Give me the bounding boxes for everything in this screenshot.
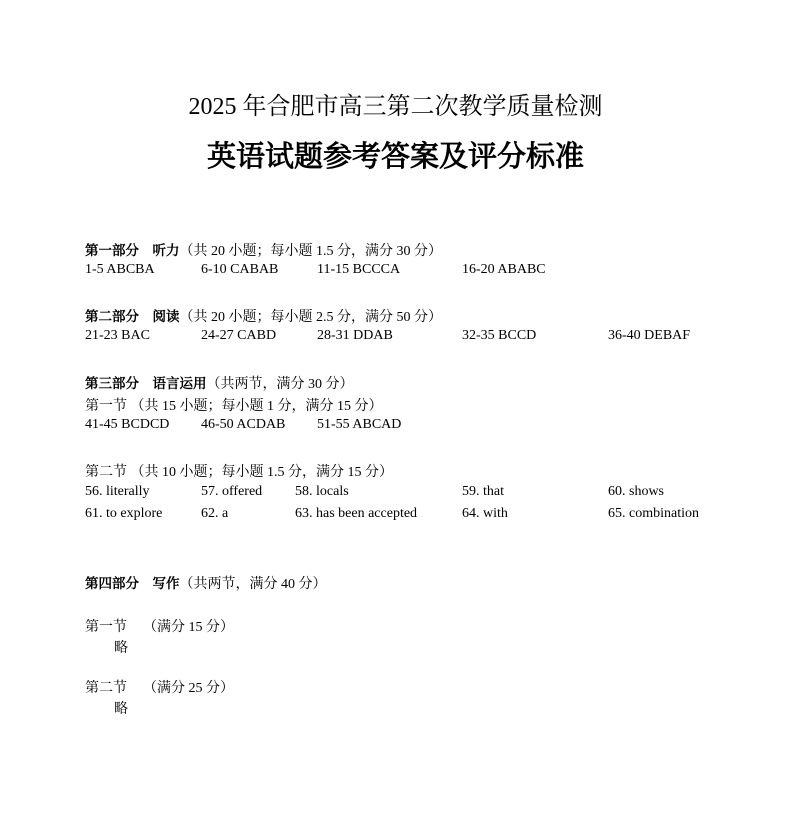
answer-item: 16-20 ABABC bbox=[462, 262, 546, 277]
answer-item: 58. locals bbox=[295, 484, 349, 499]
answer-item: 21-23 BAC bbox=[85, 328, 150, 343]
part2-label: 第二部分 阅读 bbox=[85, 309, 180, 325]
part3-label: 第三部分 语言运用 bbox=[85, 376, 207, 392]
part3-section1-answers bbox=[0, 417, 791, 437]
answer-item: 59. that bbox=[462, 484, 504, 499]
part2-answers bbox=[0, 328, 791, 348]
part2-heading bbox=[85, 305, 442, 326]
part3-section2-heading: 第二节 （共 10 小题；每小题 1.5 分，满分 15 分） bbox=[85, 465, 393, 480]
answer-item: 62. a bbox=[201, 506, 229, 521]
part3-section2-row2 bbox=[0, 506, 791, 526]
answer-item: 57. offered bbox=[201, 484, 263, 499]
part4-section2-note: （满分 25 分） bbox=[143, 681, 234, 696]
answer-item: 65. combination bbox=[608, 506, 699, 521]
answer-item: 11-15 BCCCA bbox=[317, 262, 401, 277]
answer-item: 56. literally bbox=[85, 484, 150, 499]
part4-section1-body: 略 bbox=[114, 641, 128, 656]
page-title: 英语试题参考答案及评分标准 bbox=[206, 139, 584, 173]
part4-section1-heading: 第一节 bbox=[85, 620, 127, 635]
answer-item: 51-55 ABCAD bbox=[317, 417, 402, 432]
answer-item: 41-45 BCDCD bbox=[85, 417, 170, 432]
part1-note: （共 20 小题；每小题 1.5 分，满分 30 分） bbox=[179, 244, 442, 259]
part3-section2-row1 bbox=[0, 484, 791, 504]
part4-section2-body: 略 bbox=[114, 702, 128, 717]
part4-section2-heading: 第二节 bbox=[85, 681, 127, 696]
answer-item: 63. has been accepted bbox=[295, 506, 418, 521]
answer-item: 32-35 BCCD bbox=[462, 328, 537, 343]
answer-item: 1-5 ABCBA bbox=[85, 262, 155, 277]
answer-item: 36-40 DEBAF bbox=[608, 328, 691, 343]
answer-item: 46-50 ACDAB bbox=[201, 417, 286, 432]
answer-item: 64. with bbox=[462, 506, 508, 521]
answer-item: 28-31 DDAB bbox=[317, 328, 393, 343]
answer-item: 6-10 CABAB bbox=[201, 262, 279, 277]
part4-heading bbox=[85, 572, 327, 593]
part3-heading bbox=[85, 372, 354, 393]
answer-item: 24-27 CABD bbox=[201, 328, 277, 343]
part1-label: 第一部分 听力 bbox=[85, 243, 180, 259]
part3-note: （共两节，满分 30 分） bbox=[206, 377, 354, 392]
part1-answers bbox=[0, 262, 791, 282]
part4-section1-note: （满分 15 分） bbox=[143, 620, 234, 635]
answer-item: 60. shows bbox=[608, 484, 665, 499]
part3-section1-heading: 第一节 （共 15 小题；每小题 1 分，满分 15 分） bbox=[85, 399, 383, 414]
part4-note: （共两节，满分 40 分） bbox=[179, 577, 327, 592]
part4-label: 第四部分 写作 bbox=[85, 576, 180, 592]
part1-heading bbox=[85, 239, 442, 260]
part2-note: （共 20 小题；每小题 2.5 分，满分 50 分） bbox=[179, 310, 442, 325]
answer-item: 61. to explore bbox=[85, 506, 163, 521]
exam-subtitle: 2025 年合肥市高三第二次教学质量检测 bbox=[188, 94, 603, 120]
